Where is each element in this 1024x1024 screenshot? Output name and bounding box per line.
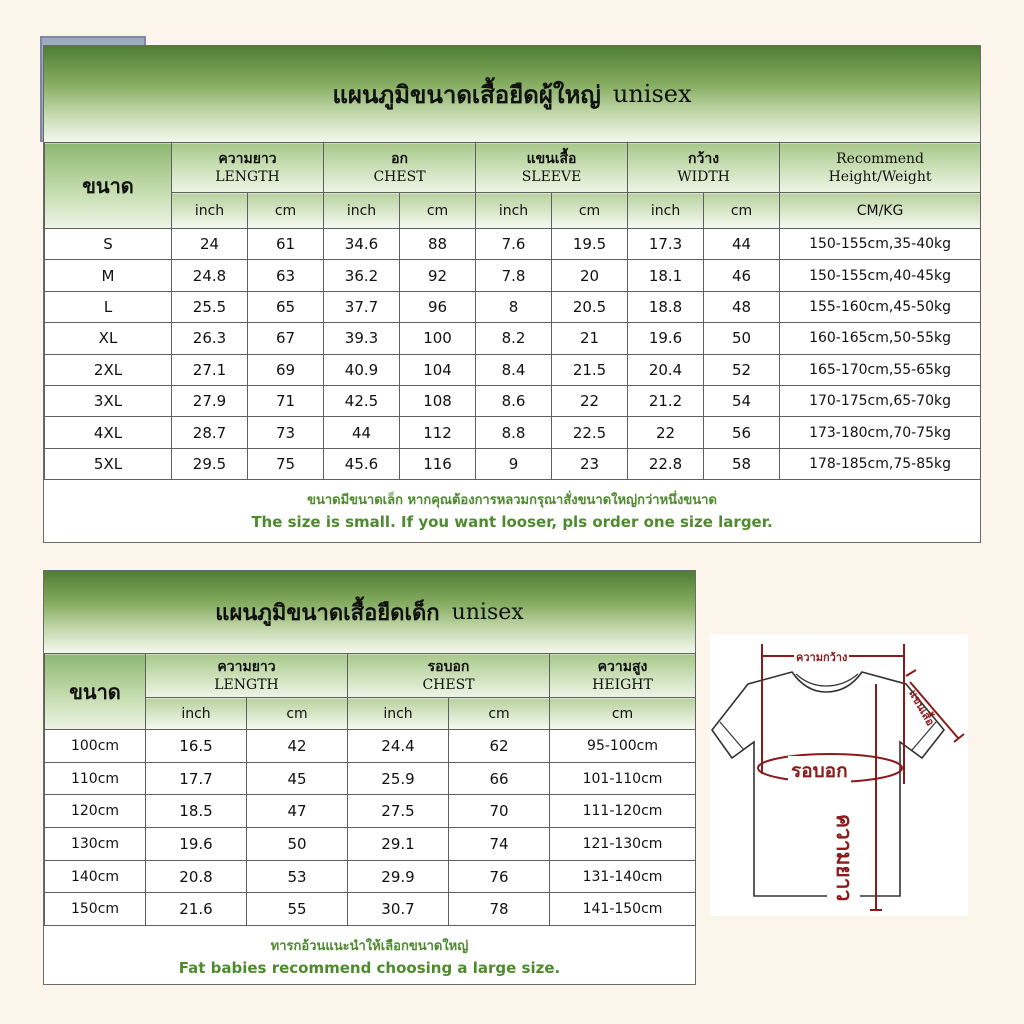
value-cell: 50 [704, 323, 780, 354]
size-cell: M [45, 260, 172, 291]
value-cell: 8.4 [476, 354, 552, 385]
value-cell: 116 [400, 448, 476, 479]
value-cell: 92 [400, 260, 476, 291]
value-cell: 8 [476, 291, 552, 322]
adult-size-header: ขนาด [45, 143, 172, 229]
value-cell: 45 [247, 762, 348, 795]
col-label-en: LENGTH [214, 676, 279, 693]
value-cell: 18.8 [628, 291, 704, 322]
col-label-th: กว้าง [688, 150, 720, 167]
value-cell: 7.6 [476, 229, 552, 260]
unit-cm: cm [400, 193, 476, 229]
col-label-th: ความสูง [597, 658, 648, 675]
unit-inch: inch [324, 193, 400, 229]
col-label-th: แขนเสื้อ [526, 150, 577, 167]
table-row [45, 448, 981, 479]
value-cell: 69 [248, 354, 324, 385]
unit-cm: cm [704, 193, 780, 229]
value-cell: 24 [172, 229, 248, 260]
value-cell: 100 [400, 323, 476, 354]
col-label-en: LENGTH [215, 168, 280, 185]
adult-table-body [45, 229, 981, 480]
kids-col-length [146, 654, 348, 698]
table-row [45, 385, 981, 416]
value-cell: 22.8 [628, 448, 704, 479]
value-cell: 27.5 [348, 795, 449, 828]
value-cell: 30.7 [348, 893, 449, 926]
adult-note-en: The size is small. If you want looser, pls order one size larger. [251, 513, 773, 531]
value-cell: 17.7 [146, 762, 247, 795]
value-cell: 78 [449, 893, 550, 926]
adult-title-th: แผนภูมิขนาดเสื้อยืดผู้ใหญ่ [332, 80, 601, 109]
unit-inch: inch [348, 698, 449, 730]
col-label-en: SLEEVE [521, 168, 582, 185]
table-row [45, 229, 981, 260]
value-cell: 27.9 [172, 385, 248, 416]
value-cell: 8.2 [476, 323, 552, 354]
value-cell: 104 [400, 354, 476, 385]
value-cell: 21 [552, 323, 628, 354]
col-label-en: WIDTH [677, 168, 730, 185]
value-cell: 74 [449, 828, 550, 861]
value-cell: 20.4 [628, 354, 704, 385]
kids-table-body [45, 730, 696, 926]
value-cell: 18.5 [146, 795, 247, 828]
value-cell: 25.5 [172, 291, 248, 322]
value-cell: 21.5 [552, 354, 628, 385]
value-cell: 121-130cm [550, 828, 696, 861]
size-cell: 2XL [45, 354, 172, 385]
value-cell: 75 [248, 448, 324, 479]
value-cell: 26.3 [172, 323, 248, 354]
value-cell: 19.6 [628, 323, 704, 354]
value-cell: 40.9 [324, 354, 400, 385]
value-cell: 34.6 [324, 229, 400, 260]
table-row [45, 762, 696, 795]
value-cell: 8.8 [476, 417, 552, 448]
size-cell: 100cm [45, 730, 146, 763]
adult-col-width [628, 143, 780, 193]
kids-title-band [44, 571, 695, 653]
size-cell: XL [45, 323, 172, 354]
value-cell: 58 [704, 448, 780, 479]
size-cell: L [45, 291, 172, 322]
size-cell: 150cm [45, 893, 146, 926]
unit-inch: inch [172, 193, 248, 229]
value-cell: 67 [248, 323, 324, 354]
size-cell: S [45, 229, 172, 260]
size-cell: 120cm [45, 795, 146, 828]
value-cell: 112 [400, 417, 476, 448]
unit-inch: inch [146, 698, 247, 730]
value-cell: 25.9 [348, 762, 449, 795]
unit-cm: cm [247, 698, 348, 730]
value-cell: 88 [400, 229, 476, 260]
value-cell: 22 [552, 385, 628, 416]
value-cell: 19.6 [146, 828, 247, 861]
col-label-en: CHEST [373, 168, 426, 185]
value-cell: 44 [704, 229, 780, 260]
value-cell: 21.2 [628, 385, 704, 416]
value-cell: 48 [704, 291, 780, 322]
col-label-th: อก [391, 150, 408, 167]
recommend-label: Recommend [836, 150, 924, 167]
tshirt-measurement-diagram [710, 634, 968, 916]
unit-inch: inch [628, 193, 704, 229]
table-row [45, 260, 981, 291]
value-cell: 16.5 [146, 730, 247, 763]
value-cell: 44 [324, 417, 400, 448]
length-label: ความยาว [827, 810, 860, 905]
unit-cm: cm [248, 193, 324, 229]
adult-note-th: ขนาดมีขนาดเล็ก หากคุณต้องการหลวมกรุณาสั่งขนาดใหญ่กว่าหนึ่งขนาด [307, 493, 717, 508]
value-cell: 17.3 [628, 229, 704, 260]
size-cell: 4XL [45, 417, 172, 448]
value-cell: 53 [247, 860, 348, 893]
chest-label: รอบอก [788, 756, 851, 786]
adult-col-length [172, 143, 324, 193]
value-cell: 23 [552, 448, 628, 479]
value-cell: 19.5 [552, 229, 628, 260]
unit-cm: cm [550, 698, 696, 730]
kids-note-th: ทารกอ้วนแนะนำให้เลือกขนาดใหญ่ [270, 939, 469, 954]
width-label: ความกว้าง [794, 648, 849, 666]
value-cell: 55 [247, 893, 348, 926]
col-label-en: CHEST [422, 676, 475, 693]
value-cell: 7.8 [476, 260, 552, 291]
size-cell: 3XL [45, 385, 172, 416]
value-cell: 20.5 [552, 291, 628, 322]
adult-title-en: unisex [612, 80, 692, 108]
value-cell: 170-175cm,65-70kg [780, 385, 981, 416]
kids-size-header: ขนาด [45, 654, 146, 730]
value-cell: 47 [247, 795, 348, 828]
size-cell: 5XL [45, 448, 172, 479]
value-cell: 173-180cm,70-75kg [780, 417, 981, 448]
value-cell: 56 [704, 417, 780, 448]
unit-cmkg: CM/KG [780, 193, 981, 229]
value-cell: 22 [628, 417, 704, 448]
col-label-th: ความยาว [218, 150, 277, 167]
value-cell: 29.5 [172, 448, 248, 479]
value-cell: 9 [476, 448, 552, 479]
table-row [45, 291, 981, 322]
adult-col-chest [324, 143, 476, 193]
value-cell: 62 [449, 730, 550, 763]
unit-inch: inch [476, 193, 552, 229]
value-cell: 63 [248, 260, 324, 291]
value-cell: 28.7 [172, 417, 248, 448]
value-cell: 39.3 [324, 323, 400, 354]
value-cell: 150-155cm,35-40kg [780, 229, 981, 260]
value-cell: 46 [704, 260, 780, 291]
table-row [45, 730, 696, 763]
value-cell: 50 [247, 828, 348, 861]
col-label-th: ความยาว [217, 658, 276, 675]
adult-col-sleeve [476, 143, 628, 193]
value-cell: 65 [248, 291, 324, 322]
kids-title-en: unisex [451, 599, 524, 625]
table-row [45, 417, 981, 448]
value-cell: 20 [552, 260, 628, 291]
value-cell: 111-120cm [550, 795, 696, 828]
value-cell: 71 [248, 385, 324, 416]
value-cell: 8.6 [476, 385, 552, 416]
unit-cm: cm [449, 698, 550, 730]
adult-title-band [44, 46, 980, 142]
size-cell: 110cm [45, 762, 146, 795]
value-cell: 27.1 [172, 354, 248, 385]
kids-size-chart [43, 570, 696, 985]
unit-cm: cm [552, 193, 628, 229]
value-cell: 37.7 [324, 291, 400, 322]
value-cell: 36.2 [324, 260, 400, 291]
value-cell: 70 [449, 795, 550, 828]
sleeve-label: แขนเสื้อ [906, 687, 938, 728]
kids-size-table [44, 653, 696, 926]
value-cell: 73 [248, 417, 324, 448]
kids-title-th: แผนภูมิขนาดเสื้อยืดเด็ก [215, 600, 440, 626]
value-cell: 21.6 [146, 893, 247, 926]
value-cell: 24.4 [348, 730, 449, 763]
col-label-en: HEIGHT [592, 676, 653, 693]
table-row [45, 893, 696, 926]
kids-col-chest [348, 654, 550, 698]
value-cell: 150-155cm,40-45kg [780, 260, 981, 291]
value-cell: 108 [400, 385, 476, 416]
value-cell: 101-110cm [550, 762, 696, 795]
value-cell: 42.5 [324, 385, 400, 416]
value-cell: 141-150cm [550, 893, 696, 926]
col-label-th: รอบอก [427, 658, 470, 675]
size-cell: 130cm [45, 828, 146, 861]
value-cell: 22.5 [552, 417, 628, 448]
value-cell: 42 [247, 730, 348, 763]
table-row [45, 860, 696, 893]
value-cell: 95-100cm [550, 730, 696, 763]
value-cell: 76 [449, 860, 550, 893]
value-cell: 178-185cm,75-85kg [780, 448, 981, 479]
value-cell: 52 [704, 354, 780, 385]
recommend-sublabel: Height/Weight [828, 168, 932, 185]
table-row [45, 323, 981, 354]
value-cell: 165-170cm,55-65kg [780, 354, 981, 385]
adult-col-recommend [780, 143, 981, 193]
kids-col-height [550, 654, 696, 698]
value-cell: 96 [400, 291, 476, 322]
table-row [45, 354, 981, 385]
value-cell: 45.6 [324, 448, 400, 479]
size-cell: 140cm [45, 860, 146, 893]
value-cell: 54 [704, 385, 780, 416]
value-cell: 24.8 [172, 260, 248, 291]
value-cell: 29.9 [348, 860, 449, 893]
adult-size-chart [43, 45, 981, 543]
value-cell: 29.1 [348, 828, 449, 861]
value-cell: 131-140cm [550, 860, 696, 893]
value-cell: 155-160cm,45-50kg [780, 291, 981, 322]
value-cell: 61 [248, 229, 324, 260]
value-cell: 66 [449, 762, 550, 795]
kids-note-en: Fat babies recommend choosing a large size. [178, 959, 561, 977]
table-row [45, 795, 696, 828]
adult-size-table [44, 142, 981, 480]
table-row [45, 828, 696, 861]
value-cell: 18.1 [628, 260, 704, 291]
value-cell: 20.8 [146, 860, 247, 893]
value-cell: 160-165cm,50-55kg [780, 323, 981, 354]
